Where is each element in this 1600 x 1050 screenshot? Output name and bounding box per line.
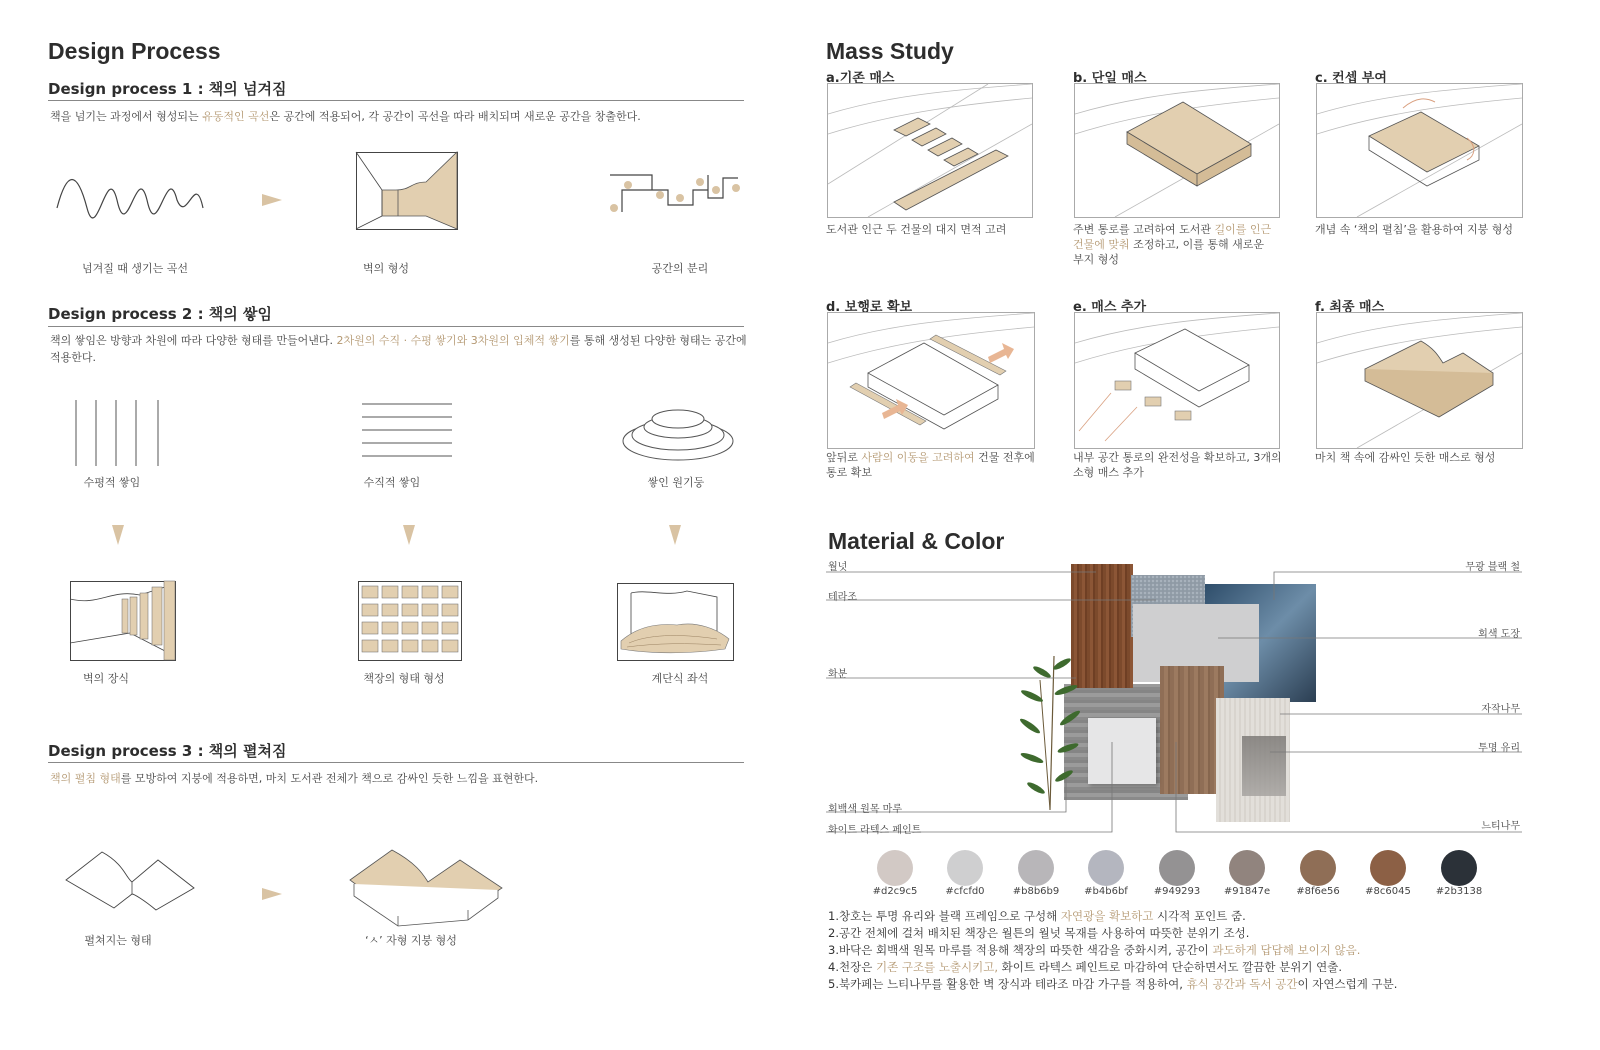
- label-planter: 화분: [828, 669, 848, 680]
- horizontal-stack-diagram: [72, 400, 164, 466]
- swatch-label: #8c6045: [1365, 886, 1411, 897]
- mass-b-image: [1074, 83, 1280, 218]
- bookshelf-form-diagram: [358, 581, 462, 661]
- mass-b-label: b. 단일 매스: [1073, 71, 1147, 86]
- swatch-circle: [1088, 850, 1124, 886]
- caption-separation: 공간의 분리: [651, 262, 709, 275]
- swatch-label: #91847e: [1223, 886, 1271, 897]
- label-white-wood-floor: 회백색 원목 마루: [828, 804, 902, 815]
- swatch-item: [996, 850, 1076, 897]
- vertical-stack-diagram: [362, 402, 454, 458]
- caption-stacked-cylinder: 쌓인 원기둥: [647, 476, 705, 489]
- label-white-latex-paint: 화이트 라텍스 페인트: [828, 825, 922, 836]
- process1-heading: Design process 1 : 책의 넘겨짐: [48, 80, 287, 98]
- process3-desc: 책의 펼침 형태를 모방하여 지붕에 적용하면, 마치 도서관 전체가 책으로 감싸인 듯한 느낌을 표현한다.: [50, 772, 539, 785]
- color-swatches: [855, 850, 1535, 906]
- swatch-label: #b8b6b9: [1012, 886, 1060, 897]
- stacked-cylinder-diagram: [622, 405, 734, 461]
- mass-d-label: d. 보행로 확보: [826, 300, 913, 315]
- mass-a-image: [827, 83, 1033, 218]
- material-title: Material & Color: [828, 528, 1005, 554]
- process1-desc: 책을 넘기는 과정에서 형성되는 유동적인 곡선은 공간에 적용되어, 각 공간이 곡선을 따라 배치되며 새로운 공간을 창출한다.: [50, 110, 641, 123]
- curve-diagram: [55, 170, 205, 215]
- swatch-label: #2b3138: [1435, 886, 1483, 897]
- roof-shape-diagram: [348, 846, 504, 930]
- arrow-down-icon: [669, 525, 681, 545]
- swatch-circle: [1229, 850, 1265, 886]
- swatch-circle: [1018, 850, 1054, 886]
- caption-vertical-stack: 수직적 쌓임: [363, 476, 421, 489]
- swatch-label: #949293: [1153, 886, 1201, 897]
- swatch-item: [1066, 850, 1146, 897]
- mass-e-label: e. 매스 추가: [1073, 300, 1147, 315]
- open-book-diagram: [64, 850, 196, 912]
- label-birch: 자작나무: [1481, 704, 1520, 715]
- swatch-item: [1137, 850, 1217, 897]
- swatch-item: [925, 850, 1005, 897]
- mass-c-label: c. 컨셉 부여: [1315, 71, 1387, 86]
- caption-wall-decoration: 벽의 장식: [82, 672, 129, 685]
- caption-tiered-seating: 계단식 좌석: [651, 672, 709, 685]
- mass-d-desc: 앞뒤로 사람의 이동을 고려하여 건물 전후에 통로 확보: [826, 451, 1035, 479]
- label-gray-paint: 회색 도장: [1478, 629, 1520, 640]
- label-terrazzo: 테라조: [828, 592, 857, 603]
- swatch-label: #8f6e56: [1296, 886, 1340, 897]
- mass-d-image: [827, 312, 1035, 449]
- mass-b-desc: 주변 통로를 고려하여 도서관 길이를 인근 건물에 맞춰 조정하고, 이를 통해 새로운 부지 형성: [1073, 223, 1272, 266]
- mass-a-desc: 도서관 인근 두 건물의 대지 면적 고려: [826, 223, 1007, 236]
- swatch-item: [1278, 850, 1358, 897]
- note-line: 3.바닥은 회백색 원목 마루를 적용해 책장의 따뜻한 색감을 중화시켜, 공간이 과도하게 답답해 보이지 않음.: [828, 943, 1361, 957]
- mass-f-desc: 마치 책 속에 감싸인 듯한 매스로 형성: [1315, 451, 1496, 464]
- swatch-item: [1419, 850, 1499, 897]
- swatch-label: #d2c9c5: [872, 886, 918, 897]
- caption-wall: 벽의 형성: [362, 262, 409, 275]
- caption-bookshelf-form: 책장의 형태 형성: [363, 672, 445, 685]
- arrow-right-icon: [262, 194, 282, 206]
- swatch-circle: [1370, 850, 1406, 886]
- arrow-down-icon: [403, 525, 415, 545]
- mass-f-label: f. 최종 매스: [1315, 300, 1385, 315]
- label-clear-glass: 투명 유리: [1478, 743, 1520, 754]
- process2-heading: Design process 2 : 책의 쌓임: [48, 305, 272, 323]
- label-walnut: 월넛: [828, 562, 848, 573]
- mass-e-desc: 내부 공간 통로의 완전성을 확보하고, 3개의 소형 매스 추가: [1073, 451, 1282, 479]
- mass-c-image: [1316, 83, 1523, 218]
- note-line: 1.창호는 투명 유리와 블랙 프레임으로 구성해 자연광을 확보하고 시각적 포인트 줌.: [828, 909, 1246, 923]
- swatch-item: [1348, 850, 1428, 897]
- swatch-label: #b4b6bf: [1084, 886, 1128, 897]
- note-line: 5.북카페는 느티나무를 활용한 벽 장식과 테라조 마감 가구를 적용하여, 휴식 공간과 독서 공간이 자연스럽게 구분.: [828, 977, 1398, 991]
- swatch-label: #cfcfd0: [945, 886, 985, 897]
- label-matte-black-steel: 무광 블랙 철: [1465, 562, 1520, 573]
- note-line: 2.공간 전체에 걸쳐 배치된 책장은 월튼의 월넛 목재를 사용하여 따뜻한 분위기 조성.: [828, 926, 1250, 940]
- caption-open-book: 펼쳐지는 형태: [84, 934, 152, 947]
- process1-rule: [48, 100, 744, 101]
- label-zelkova: 느티나무: [1481, 821, 1520, 832]
- swatch-circle: [877, 850, 913, 886]
- tiered-seating-diagram: [617, 583, 734, 661]
- note-line: 4.천장은 기존 구조를 노출시키고, 화이트 라텍스 페인트로 마감하여 단순하면서도 깔끔한 분위기 연출.: [828, 960, 1342, 974]
- mass-a-label: a.기존 매스: [826, 71, 895, 86]
- arrow-right-icon: [262, 888, 282, 900]
- mass-f-image: [1316, 312, 1523, 449]
- swatch-item: [855, 850, 935, 897]
- design-process-title: Design Process: [48, 38, 221, 64]
- mass-study-title: Mass Study: [826, 38, 954, 64]
- arrow-down-icon: [112, 525, 124, 545]
- caption-curve: 넘겨질 때 생기는 곡선: [81, 262, 189, 275]
- mass-c-desc: 개념 속 ‘책의 펼침’을 활용하여 지붕 형성: [1315, 223, 1513, 236]
- swatch-circle: [1159, 850, 1195, 886]
- caption-horizontal-stack: 수평적 쌓임: [83, 476, 141, 489]
- process2-desc: 책의 쌓임은 방향과 차원에 따라 다양한 형태를 만들어낸다. 2차원의 수직 · 수평 쌓기와 3차원의 입체적 쌓기를 통해 생성된 다양한 형태는 공간에 적용한다.: [50, 334, 747, 364]
- material-notes: [828, 908, 1528, 993]
- swatch-circle: [947, 850, 983, 886]
- process3-rule: [48, 762, 744, 763]
- mass-e-image: [1074, 312, 1280, 449]
- swatch-circle: [1300, 850, 1336, 886]
- caption-roof-shape: ‘ㅅ’ 자형 지붕 형성: [365, 934, 457, 947]
- wall-decoration-diagram: [70, 581, 176, 661]
- process2-rule: [48, 326, 744, 327]
- space-separation-diagram: [608, 170, 743, 215]
- process3-heading: Design process 3 : 책의 펼쳐짐: [48, 742, 287, 760]
- swatch-item: [1207, 850, 1287, 897]
- wall-formation-diagram: [356, 152, 458, 230]
- swatch-circle: [1441, 850, 1477, 886]
